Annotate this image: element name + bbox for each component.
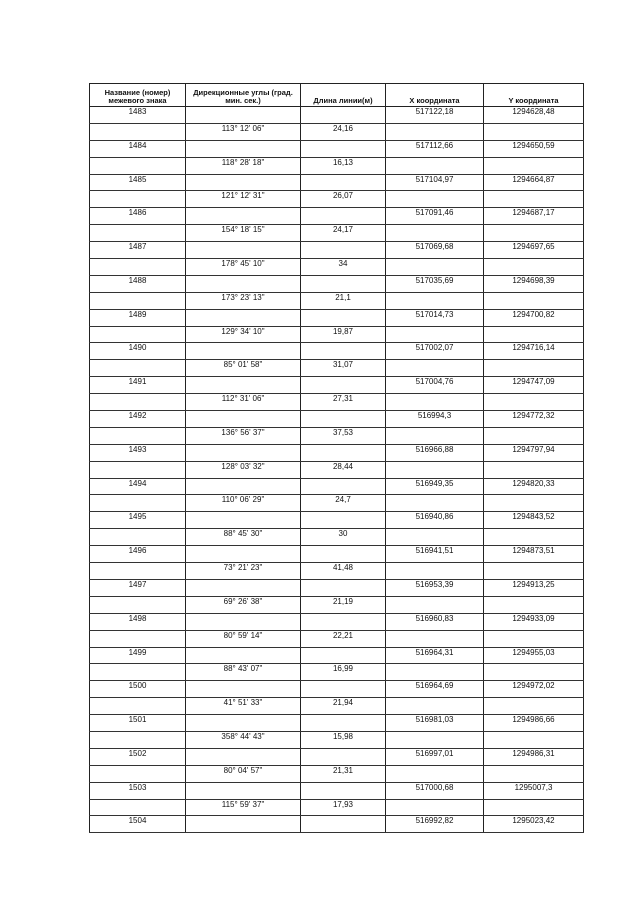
empty-cell — [484, 326, 584, 343]
point-name-cell: 1497 — [90, 579, 186, 596]
line-length-cell: 24,16 — [301, 123, 386, 140]
point-name-cell: 1501 — [90, 715, 186, 732]
line-length-cell: 21,19 — [301, 596, 386, 613]
y-coordinate-cell: 1294772,32 — [484, 411, 584, 428]
point-name-cell: 1498 — [90, 613, 186, 630]
direction-angle-cell: 88° 43' 07" — [186, 664, 301, 681]
direction-angle-cell: 73° 21' 23" — [186, 563, 301, 580]
empty-cell — [90, 394, 186, 411]
point-name-cell: 1486 — [90, 208, 186, 225]
empty-cell — [186, 715, 301, 732]
y-coordinate-cell: 1294650,59 — [484, 140, 584, 157]
x-coordinate-cell: 517091,46 — [386, 208, 484, 225]
table-row-segment — [90, 461, 584, 478]
table-row-segment — [90, 698, 584, 715]
x-coordinate-cell: 517122,18 — [386, 107, 484, 124]
empty-cell — [90, 529, 186, 546]
empty-cell — [484, 698, 584, 715]
empty-cell — [484, 191, 584, 208]
point-name-cell: 1484 — [90, 140, 186, 157]
empty-cell — [186, 411, 301, 428]
empty-cell — [186, 816, 301, 833]
table-row-segment — [90, 157, 584, 174]
empty-cell — [386, 326, 484, 343]
empty-cell — [386, 259, 484, 276]
point-name-cell: 1490 — [90, 343, 186, 360]
empty-cell — [186, 579, 301, 596]
empty-cell — [484, 596, 584, 613]
empty-cell — [90, 596, 186, 613]
direction-angle-cell: 154° 18' 15" — [186, 225, 301, 242]
table-row-segment — [90, 765, 584, 782]
table-row-point — [90, 208, 584, 225]
empty-cell — [386, 225, 484, 242]
header-direction-angle: Дирекционные углы (град. мин. сек.) — [186, 84, 301, 107]
empty-cell — [386, 123, 484, 140]
y-coordinate-cell: 1294972,02 — [484, 681, 584, 698]
point-name-cell: 1487 — [90, 242, 186, 259]
line-length-cell: 26,07 — [301, 191, 386, 208]
table-row-point — [90, 579, 584, 596]
direction-angle-cell: 128° 03' 32" — [186, 461, 301, 478]
empty-cell — [484, 731, 584, 748]
y-coordinate-cell: 1294820,33 — [484, 478, 584, 495]
empty-cell — [186, 107, 301, 124]
empty-cell — [186, 309, 301, 326]
line-length-cell: 17,93 — [301, 799, 386, 816]
survey-sheet — [89, 83, 583, 833]
empty-cell — [90, 461, 186, 478]
empty-cell — [484, 563, 584, 580]
empty-cell — [386, 698, 484, 715]
empty-cell — [186, 208, 301, 225]
y-coordinate-cell: 1295023,42 — [484, 816, 584, 833]
empty-cell — [301, 748, 386, 765]
table-row-point — [90, 174, 584, 191]
empty-cell — [386, 495, 484, 512]
table-row-point — [90, 478, 584, 495]
y-coordinate-cell: 1294628,48 — [484, 107, 584, 124]
empty-cell — [301, 377, 386, 394]
empty-cell — [186, 242, 301, 259]
table-row-point — [90, 546, 584, 563]
table-row-segment — [90, 664, 584, 681]
empty-cell — [90, 495, 186, 512]
empty-cell — [386, 360, 484, 377]
empty-cell — [301, 309, 386, 326]
table-row-segment — [90, 799, 584, 816]
direction-angle-cell: 129° 34' 10" — [186, 326, 301, 343]
direction-angle-cell: 118° 28' 18" — [186, 157, 301, 174]
empty-cell — [90, 731, 186, 748]
table-row-segment — [90, 259, 584, 276]
empty-cell — [90, 630, 186, 647]
empty-cell — [186, 512, 301, 529]
direction-angle-cell: 110° 06' 29" — [186, 495, 301, 512]
y-coordinate-cell: 1294700,82 — [484, 309, 584, 326]
x-coordinate-cell: 517000,68 — [386, 782, 484, 799]
header-line-length: Длина линии(м) — [301, 84, 386, 107]
line-length-cell: 30 — [301, 529, 386, 546]
empty-cell — [90, 799, 186, 816]
empty-cell — [484, 799, 584, 816]
y-coordinate-cell: 1294664,87 — [484, 174, 584, 191]
line-length-cell: 15,98 — [301, 731, 386, 748]
y-coordinate-cell: 1294716,14 — [484, 343, 584, 360]
point-name-cell: 1485 — [90, 174, 186, 191]
header-x-coordinate: X координата — [386, 84, 484, 107]
header-point-name: Название (номер) межевого знака — [90, 84, 186, 107]
boundary-coordinates-table — [89, 83, 584, 833]
empty-cell — [301, 444, 386, 461]
empty-cell — [386, 529, 484, 546]
point-name-cell: 1499 — [90, 647, 186, 664]
x-coordinate-cell: 517069,68 — [386, 242, 484, 259]
direction-angle-cell: 121° 12' 31" — [186, 191, 301, 208]
x-coordinate-cell: 516964,31 — [386, 647, 484, 664]
empty-cell — [90, 698, 186, 715]
direction-angle-cell: 69° 26' 38" — [186, 596, 301, 613]
table-row-point — [90, 613, 584, 630]
empty-cell — [186, 275, 301, 292]
point-name-cell: 1491 — [90, 377, 186, 394]
empty-cell — [301, 208, 386, 225]
empty-cell — [484, 765, 584, 782]
point-name-cell: 1496 — [90, 546, 186, 563]
point-name-cell: 1488 — [90, 275, 186, 292]
empty-cell — [301, 174, 386, 191]
empty-cell — [484, 394, 584, 411]
empty-cell — [301, 275, 386, 292]
empty-cell — [186, 681, 301, 698]
empty-cell — [186, 377, 301, 394]
empty-cell — [301, 681, 386, 698]
y-coordinate-cell: 1294913,25 — [484, 579, 584, 596]
empty-cell — [90, 225, 186, 242]
x-coordinate-cell: 516981,03 — [386, 715, 484, 732]
direction-angle-cell: 178° 45' 10" — [186, 259, 301, 276]
header-y-coordinate: Y координата — [484, 84, 584, 107]
table-row-point — [90, 242, 584, 259]
empty-cell — [386, 427, 484, 444]
direction-angle-cell: 115° 59' 37" — [186, 799, 301, 816]
table-row-point — [90, 782, 584, 799]
table-row-point — [90, 444, 584, 461]
line-length-cell: 22,21 — [301, 630, 386, 647]
table-row-segment — [90, 225, 584, 242]
empty-cell — [386, 596, 484, 613]
empty-cell — [90, 427, 186, 444]
empty-cell — [301, 140, 386, 157]
line-length-cell: 34 — [301, 259, 386, 276]
empty-cell — [301, 579, 386, 596]
x-coordinate-cell: 516953,39 — [386, 579, 484, 596]
empty-cell — [301, 546, 386, 563]
empty-cell — [484, 529, 584, 546]
empty-cell — [484, 360, 584, 377]
empty-cell — [90, 360, 186, 377]
table-row-segment — [90, 360, 584, 377]
table-row-segment — [90, 731, 584, 748]
y-coordinate-cell: 1294747,09 — [484, 377, 584, 394]
point-name-cell: 1492 — [90, 411, 186, 428]
empty-cell — [90, 123, 186, 140]
table-row-segment — [90, 326, 584, 343]
x-coordinate-cell: 517035,69 — [386, 275, 484, 292]
direction-angle-cell: 88° 45' 30" — [186, 529, 301, 546]
table-row-point — [90, 681, 584, 698]
empty-cell — [301, 613, 386, 630]
table-row-point — [90, 748, 584, 765]
empty-cell — [301, 411, 386, 428]
y-coordinate-cell: 1294687,17 — [484, 208, 584, 225]
empty-cell — [186, 343, 301, 360]
x-coordinate-cell: 517002,07 — [386, 343, 484, 360]
table-row-point — [90, 140, 584, 157]
direction-angle-cell: 41° 51' 33" — [186, 698, 301, 715]
point-name-cell: 1500 — [90, 681, 186, 698]
table-row-segment — [90, 596, 584, 613]
point-name-cell: 1502 — [90, 748, 186, 765]
point-name-cell: 1495 — [90, 512, 186, 529]
empty-cell — [186, 613, 301, 630]
empty-cell — [484, 259, 584, 276]
empty-cell — [386, 394, 484, 411]
empty-cell — [186, 478, 301, 495]
line-length-cell: 27,31 — [301, 394, 386, 411]
y-coordinate-cell: 1294986,66 — [484, 715, 584, 732]
empty-cell — [484, 664, 584, 681]
direction-angle-cell: 80° 59' 14" — [186, 630, 301, 647]
direction-angle-cell: 136° 56' 37" — [186, 427, 301, 444]
y-coordinate-cell: 1294698,39 — [484, 275, 584, 292]
empty-cell — [386, 731, 484, 748]
empty-cell — [186, 444, 301, 461]
y-coordinate-cell: 1294797,94 — [484, 444, 584, 461]
line-length-cell: 21,1 — [301, 292, 386, 309]
empty-cell — [90, 157, 186, 174]
empty-cell — [484, 630, 584, 647]
y-coordinate-cell: 1294843,52 — [484, 512, 584, 529]
empty-cell — [90, 292, 186, 309]
table-row-point — [90, 411, 584, 428]
empty-cell — [484, 157, 584, 174]
point-name-cell: 1489 — [90, 309, 186, 326]
x-coordinate-cell: 516940,86 — [386, 512, 484, 529]
line-length-cell: 19,87 — [301, 326, 386, 343]
table-row-segment — [90, 563, 584, 580]
x-coordinate-cell: 517004,76 — [386, 377, 484, 394]
table-row-point — [90, 343, 584, 360]
line-length-cell: 21,94 — [301, 698, 386, 715]
direction-angle-cell: 112° 31' 06" — [186, 394, 301, 411]
x-coordinate-cell: 517104,97 — [386, 174, 484, 191]
empty-cell — [90, 191, 186, 208]
empty-cell — [301, 478, 386, 495]
point-name-cell: 1503 — [90, 782, 186, 799]
direction-angle-cell: 85° 01' 58" — [186, 360, 301, 377]
empty-cell — [301, 782, 386, 799]
empty-cell — [301, 107, 386, 124]
x-coordinate-cell: 516997,01 — [386, 748, 484, 765]
empty-cell — [484, 225, 584, 242]
empty-cell — [386, 157, 484, 174]
line-length-cell: 28,44 — [301, 461, 386, 478]
y-coordinate-cell: 1294873,51 — [484, 546, 584, 563]
line-length-cell: 16,99 — [301, 664, 386, 681]
empty-cell — [484, 123, 584, 140]
empty-cell — [186, 748, 301, 765]
point-name-cell: 1494 — [90, 478, 186, 495]
empty-cell — [301, 715, 386, 732]
empty-cell — [90, 664, 186, 681]
table-row-point — [90, 309, 584, 326]
x-coordinate-cell: 516960,83 — [386, 613, 484, 630]
x-coordinate-cell: 517112,66 — [386, 140, 484, 157]
x-coordinate-cell: 516964,69 — [386, 681, 484, 698]
y-coordinate-cell: 1295007,3 — [484, 782, 584, 799]
empty-cell — [386, 461, 484, 478]
empty-cell — [90, 326, 186, 343]
empty-cell — [386, 191, 484, 208]
empty-cell — [186, 647, 301, 664]
table-row-segment — [90, 292, 584, 309]
line-length-cell: 24,17 — [301, 225, 386, 242]
point-name-cell: 1493 — [90, 444, 186, 461]
point-name-cell: 1483 — [90, 107, 186, 124]
empty-cell — [386, 799, 484, 816]
x-coordinate-cell: 516994,3 — [386, 411, 484, 428]
point-name-cell: 1504 — [90, 816, 186, 833]
direction-angle-cell: 358° 44' 43" — [186, 731, 301, 748]
table-row-segment — [90, 529, 584, 546]
line-length-cell: 16,13 — [301, 157, 386, 174]
empty-cell — [301, 343, 386, 360]
empty-cell — [90, 563, 186, 580]
line-length-cell: 41,48 — [301, 563, 386, 580]
empty-cell — [484, 292, 584, 309]
empty-cell — [186, 782, 301, 799]
direction-angle-cell: 80° 04' 57" — [186, 765, 301, 782]
x-coordinate-cell: 516992,82 — [386, 816, 484, 833]
empty-cell — [186, 546, 301, 563]
empty-cell — [186, 140, 301, 157]
y-coordinate-cell: 1294697,65 — [484, 242, 584, 259]
empty-cell — [90, 765, 186, 782]
empty-cell — [301, 242, 386, 259]
empty-cell — [484, 427, 584, 444]
table-row-segment — [90, 427, 584, 444]
empty-cell — [386, 630, 484, 647]
empty-cell — [386, 563, 484, 580]
empty-cell — [90, 259, 186, 276]
empty-cell — [301, 816, 386, 833]
x-coordinate-cell: 516949,35 — [386, 478, 484, 495]
table-row-segment — [90, 495, 584, 512]
table-row-point — [90, 107, 584, 124]
table-row-point — [90, 275, 584, 292]
y-coordinate-cell: 1294955,03 — [484, 647, 584, 664]
table-row-segment — [90, 630, 584, 647]
table-row-point — [90, 816, 584, 833]
line-length-cell: 21,31 — [301, 765, 386, 782]
empty-cell — [386, 765, 484, 782]
table-row-segment — [90, 123, 584, 140]
direction-angle-cell: 173° 23' 13" — [186, 292, 301, 309]
table-row-segment — [90, 191, 584, 208]
line-length-cell: 37,53 — [301, 427, 386, 444]
direction-angle-cell: 113° 12' 06" — [186, 123, 301, 140]
line-length-cell: 24,7 — [301, 495, 386, 512]
table-row-point — [90, 715, 584, 732]
x-coordinate-cell: 516966,88 — [386, 444, 484, 461]
table-row-point — [90, 647, 584, 664]
empty-cell — [386, 292, 484, 309]
table-row-point — [90, 377, 584, 394]
table-header-row — [90, 84, 584, 107]
empty-cell — [484, 461, 584, 478]
empty-cell — [386, 664, 484, 681]
x-coordinate-cell: 516941,51 — [386, 546, 484, 563]
empty-cell — [186, 174, 301, 191]
y-coordinate-cell: 1294933,09 — [484, 613, 584, 630]
table-body — [90, 107, 584, 833]
table-row-segment — [90, 394, 584, 411]
y-coordinate-cell: 1294986,31 — [484, 748, 584, 765]
table-row-point — [90, 512, 584, 529]
line-length-cell: 31,07 — [301, 360, 386, 377]
empty-cell — [301, 512, 386, 529]
empty-cell — [301, 647, 386, 664]
x-coordinate-cell: 517014,73 — [386, 309, 484, 326]
empty-cell — [484, 495, 584, 512]
